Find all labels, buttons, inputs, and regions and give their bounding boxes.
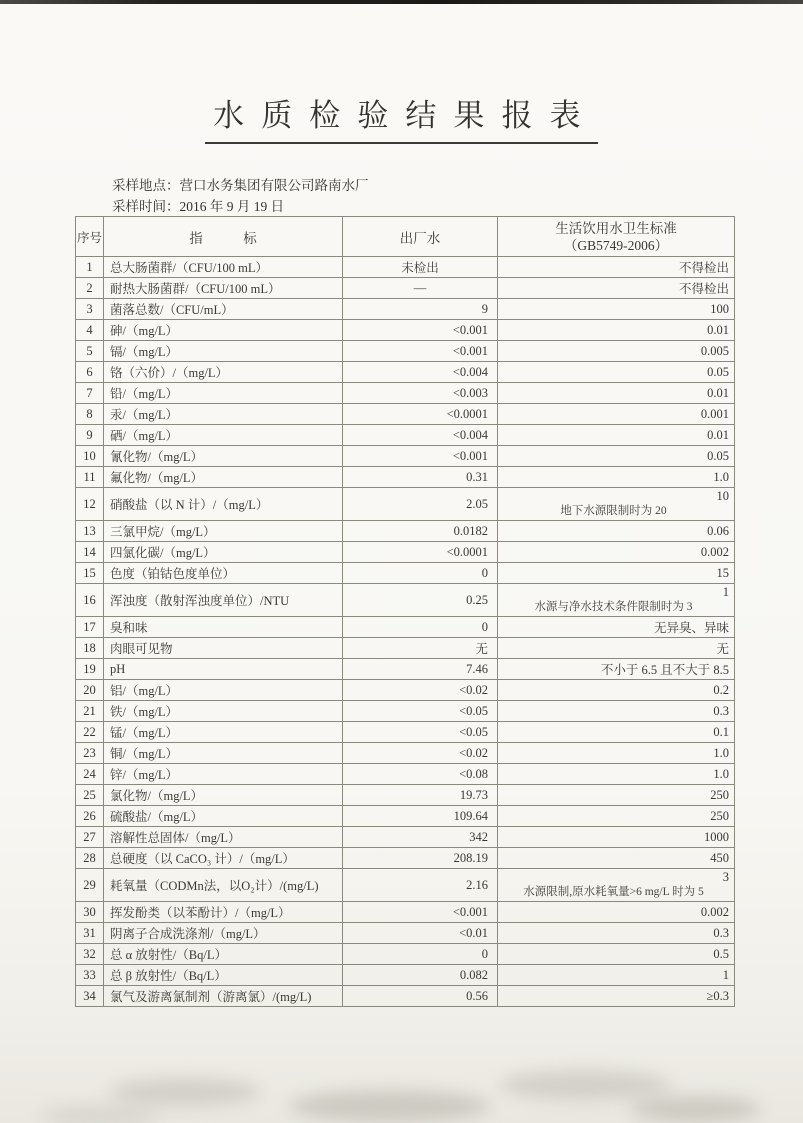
table-row <box>76 341 735 362</box>
cell-outflow-value: 0.0182 <box>343 521 498 542</box>
cell-row-number: 19 <box>76 659 104 680</box>
cell-standard-limit: 0.5 <box>498 944 735 965</box>
cell-row-number: 30 <box>76 902 104 923</box>
cell-outflow-value: <0.001 <box>343 446 498 467</box>
cell-indicator: 色度（铂钴色度单位） <box>104 563 343 584</box>
table-row <box>76 701 735 722</box>
cell-indicator: 铝/（mg/L） <box>104 680 343 701</box>
cell-outflow-value: 0.082 <box>343 965 498 986</box>
cell-standard-limit: 0.005 <box>498 341 735 362</box>
scan-smudge <box>500 1070 670 1100</box>
cell-indicator: 总 β 放射性/（Bq/L） <box>104 965 343 986</box>
table-row <box>76 257 735 278</box>
table-row <box>76 722 735 743</box>
cell-outflow-value: 2.16 <box>343 869 498 902</box>
cell-indicator: 镉/（mg/L） <box>104 341 343 362</box>
table-row <box>76 425 735 446</box>
cell-standard-limit <box>498 584 735 617</box>
cell-standard-limit: 无 <box>498 638 735 659</box>
cell-outflow-value: <0.004 <box>343 425 498 446</box>
cell-row-number: 13 <box>76 521 104 542</box>
scan-edge-artifact <box>0 0 803 4</box>
standard-limit-value: 10 <box>716 489 729 503</box>
cell-row-number: 12 <box>76 488 104 521</box>
scan-smudge <box>110 1078 260 1106</box>
scan-smudge <box>40 1105 160 1123</box>
table-row <box>76 680 735 701</box>
cell-outflow-value: — <box>343 278 498 299</box>
cell-row-number: 34 <box>76 986 104 1007</box>
cell-standard-limit: 250 <box>498 806 735 827</box>
cell-standard-limit: 0.01 <box>498 320 735 341</box>
cell-outflow-value: <0.001 <box>343 341 498 362</box>
cell-row-number: 7 <box>76 383 104 404</box>
cell-indicator: 氰化物/（mg/L） <box>104 446 343 467</box>
cell-outflow-value: <0.0001 <box>343 404 498 425</box>
col-header-no: 序号 <box>76 217 104 257</box>
sample-time-line <box>112 196 369 217</box>
cell-row-number: 31 <box>76 923 104 944</box>
cell-outflow-value: 0 <box>343 563 498 584</box>
cell-indicator: 肉眼可见物 <box>104 638 343 659</box>
cell-row-number: 33 <box>76 965 104 986</box>
table-row <box>76 869 735 902</box>
cell-standard-limit: 1.0 <box>498 467 735 488</box>
cell-row-number: 14 <box>76 542 104 563</box>
table-row <box>76 584 735 617</box>
table-row <box>76 638 735 659</box>
cell-indicator: 锌/（mg/L） <box>104 764 343 785</box>
cell-indicator: 铅/（mg/L） <box>104 383 343 404</box>
standard-header-line2: （GB5749-2006） <box>563 237 669 253</box>
cell-row-number: 20 <box>76 680 104 701</box>
cell-standard-limit: 0.06 <box>498 521 735 542</box>
cell-row-number: 25 <box>76 785 104 806</box>
cell-row-number: 29 <box>76 869 104 902</box>
cell-outflow-value: <0.08 <box>343 764 498 785</box>
sample-info <box>112 175 369 217</box>
cell-outflow-value: 19.73 <box>343 785 498 806</box>
cell-outflow-value: 2.05 <box>343 488 498 521</box>
cell-outflow-value: 未检出 <box>343 257 498 278</box>
cell-indicator: 氯化物/（mg/L） <box>104 785 343 806</box>
cell-outflow-value: <0.05 <box>343 722 498 743</box>
cell-standard-limit: 0.01 <box>498 383 735 404</box>
cell-standard-limit: 0.3 <box>498 701 735 722</box>
table-row <box>76 827 735 848</box>
table-row <box>76 542 735 563</box>
cell-standard-limit <box>498 488 735 521</box>
cell-standard-limit: 1.0 <box>498 764 735 785</box>
cell-row-number: 26 <box>76 806 104 827</box>
table-row <box>76 446 735 467</box>
col-header-standard <box>498 217 735 257</box>
water-quality-table <box>75 216 735 1007</box>
cell-indicator: 锰/（mg/L） <box>104 722 343 743</box>
cell-outflow-value: 208.19 <box>343 848 498 869</box>
cell-indicator: 硒/（mg/L） <box>104 425 343 446</box>
cell-standard-limit: 不小于 6.5 且不大于 8.5 <box>498 659 735 680</box>
cell-indicator: 菌落总数/（CFU/mL） <box>104 299 343 320</box>
cell-standard-limit <box>498 869 735 902</box>
table-row <box>76 521 735 542</box>
standard-limit-note: 水源限制,原水耗氧量>6 mg/L 时为 5 <box>523 886 704 898</box>
cell-row-number: 1 <box>76 257 104 278</box>
table-row <box>76 764 735 785</box>
table-row <box>76 902 735 923</box>
cell-standard-limit: 0.05 <box>498 446 735 467</box>
cell-standard-limit: 0.05 <box>498 362 735 383</box>
cell-outflow-value: 109.64 <box>343 806 498 827</box>
cell-outflow-value: <0.05 <box>343 701 498 722</box>
cell-standard-limit: 1000 <box>498 827 735 848</box>
cell-indicator: pH <box>104 659 343 680</box>
col-header-outflow: 出厂水 <box>343 217 498 257</box>
table-row <box>76 278 735 299</box>
cell-row-number: 9 <box>76 425 104 446</box>
table-row <box>76 383 735 404</box>
cell-standard-limit: 不得检出 <box>498 257 735 278</box>
cell-indicator: 砷/（mg/L） <box>104 320 343 341</box>
cell-row-number: 17 <box>76 617 104 638</box>
cell-standard-limit: 无异臭、异味 <box>498 617 735 638</box>
cell-outflow-value: <0.004 <box>343 362 498 383</box>
table-row <box>76 617 735 638</box>
table-header-row <box>76 217 735 257</box>
cell-outflow-value: <0.02 <box>343 680 498 701</box>
cell-indicator: 阴离子合成洗涤剂/（mg/L） <box>104 923 343 944</box>
standard-limit-value: 3 <box>722 870 729 884</box>
cell-outflow-value: 0 <box>343 944 498 965</box>
table-row <box>76 848 735 869</box>
cell-outflow-value: 7.46 <box>343 659 498 680</box>
cell-outflow-value: <0.02 <box>343 743 498 764</box>
cell-outflow-value: 0.31 <box>343 467 498 488</box>
cell-indicator: 铬（六价）/（mg/L） <box>104 362 343 383</box>
cell-row-number: 23 <box>76 743 104 764</box>
cell-outflow-value: 0 <box>343 617 498 638</box>
cell-indicator: 耗氧量（CODMn法，以O₂计）/(mg/L) <box>104 869 343 902</box>
cell-row-number: 8 <box>76 404 104 425</box>
cell-indicator: 硝酸盐（以 N 计）/（mg/L） <box>104 488 343 521</box>
table-row <box>76 806 735 827</box>
cell-indicator: 铁/（mg/L） <box>104 701 343 722</box>
cell-standard-limit: 100 <box>498 299 735 320</box>
cell-row-number: 15 <box>76 563 104 584</box>
sample-time-label: 采样时间： <box>112 199 180 214</box>
cell-outflow-value: 9 <box>343 299 498 320</box>
table-row <box>76 923 735 944</box>
cell-indicator: 总大肠菌群/（CFU/100 mL） <box>104 257 343 278</box>
sample-location-label: 采样地点： <box>112 178 180 193</box>
cell-row-number: 28 <box>76 848 104 869</box>
cell-outflow-value: <0.001 <box>343 320 498 341</box>
cell-indicator: 四氯化碳/（mg/L） <box>104 542 343 563</box>
cell-outflow-value: 无 <box>343 638 498 659</box>
cell-indicator: 氟化物/（mg/L） <box>104 467 343 488</box>
cell-row-number: 27 <box>76 827 104 848</box>
cell-standard-limit: 0.002 <box>498 902 735 923</box>
cell-row-number: 22 <box>76 722 104 743</box>
scan-smudge <box>630 1096 760 1122</box>
sample-location-line <box>112 175 369 196</box>
cell-indicator: 挥发酚类（以苯酚计）/（mg/L） <box>104 902 343 923</box>
cell-indicator: 臭和味 <box>104 617 343 638</box>
cell-standard-limit: 0.3 <box>498 923 735 944</box>
scan-smudge <box>290 1090 490 1122</box>
cell-row-number: 16 <box>76 584 104 617</box>
table-row <box>76 986 735 1007</box>
cell-outflow-value: <0.003 <box>343 383 498 404</box>
cell-indicator: 汞/（mg/L） <box>104 404 343 425</box>
table-row <box>76 320 735 341</box>
cell-row-number: 4 <box>76 320 104 341</box>
cell-outflow-value: <0.01 <box>343 923 498 944</box>
table-row <box>76 743 735 764</box>
cell-row-number: 2 <box>76 278 104 299</box>
standard-limit-value: 1 <box>722 585 729 599</box>
cell-row-number: 3 <box>76 299 104 320</box>
cell-row-number: 18 <box>76 638 104 659</box>
cell-row-number: 32 <box>76 944 104 965</box>
cell-row-number: 10 <box>76 446 104 467</box>
cell-standard-limit: 250 <box>498 785 735 806</box>
page-title-text: 水质检验结果报表 <box>205 88 597 144</box>
page-title <box>0 88 803 144</box>
cell-indicator: 氯气及游离氯制剂（游离氯）/(mg/L) <box>104 986 343 1007</box>
table-row <box>76 488 735 521</box>
cell-indicator: 浑浊度（散射浑浊度单位）/NTU <box>104 584 343 617</box>
cell-standard-limit: 0.1 <box>498 722 735 743</box>
cell-indicator: 溶解性总固体/（mg/L） <box>104 827 343 848</box>
cell-outflow-value: <0.0001 <box>343 542 498 563</box>
cell-indicator: 耐热大肠菌群/（CFU/100 mL） <box>104 278 343 299</box>
table-row <box>76 965 735 986</box>
cell-standard-limit: 15 <box>498 563 735 584</box>
cell-standard-limit: 1.0 <box>498 743 735 764</box>
standard-limit-note: 水源与净水技术条件限制时为 3 <box>534 601 693 613</box>
cell-row-number: 11 <box>76 467 104 488</box>
cell-outflow-value: 342 <box>343 827 498 848</box>
cell-standard-limit: 450 <box>498 848 735 869</box>
table-row <box>76 563 735 584</box>
table-row <box>76 785 735 806</box>
cell-row-number: 5 <box>76 341 104 362</box>
standard-limit-note: 地下水源限制时为 20 <box>560 505 667 517</box>
cell-indicator: 硫酸盐/（mg/L） <box>104 806 343 827</box>
table-row <box>76 299 735 320</box>
cell-row-number: 6 <box>76 362 104 383</box>
cell-standard-limit: 1 <box>498 965 735 986</box>
sample-time-value: 2016 年 9 月 19 日 <box>179 199 285 214</box>
cell-indicator: 总硬度（以 CaCO₃ 计）/（mg/L） <box>104 848 343 869</box>
cell-standard-limit: 不得检出 <box>498 278 735 299</box>
cell-indicator: 三氯甲烷/（mg/L） <box>104 521 343 542</box>
cell-standard-limit: 0.001 <box>498 404 735 425</box>
cell-outflow-value: <0.001 <box>343 902 498 923</box>
table-row <box>76 944 735 965</box>
standard-header-line1: 生活饮用水卫生标准 <box>555 220 677 236</box>
cell-outflow-value: 0.56 <box>343 986 498 1007</box>
cell-row-number: 21 <box>76 701 104 722</box>
cell-row-number: 24 <box>76 764 104 785</box>
cell-standard-limit: 0.002 <box>498 542 735 563</box>
cell-standard-limit: 0.2 <box>498 680 735 701</box>
cell-standard-limit: 0.01 <box>498 425 735 446</box>
col-header-indicator: 指 标 <box>104 217 343 257</box>
cell-indicator: 总 α 放射性/（Bq/L） <box>104 944 343 965</box>
table-row <box>76 404 735 425</box>
table-row <box>76 659 735 680</box>
cell-standard-limit: ≥0.3 <box>498 986 735 1007</box>
table-row <box>76 467 735 488</box>
table-row <box>76 362 735 383</box>
cell-indicator: 铜/（mg/L） <box>104 743 343 764</box>
cell-outflow-value: 0.25 <box>343 584 498 617</box>
sample-location-value: 营口水务集团有限公司路南水厂 <box>179 178 369 193</box>
